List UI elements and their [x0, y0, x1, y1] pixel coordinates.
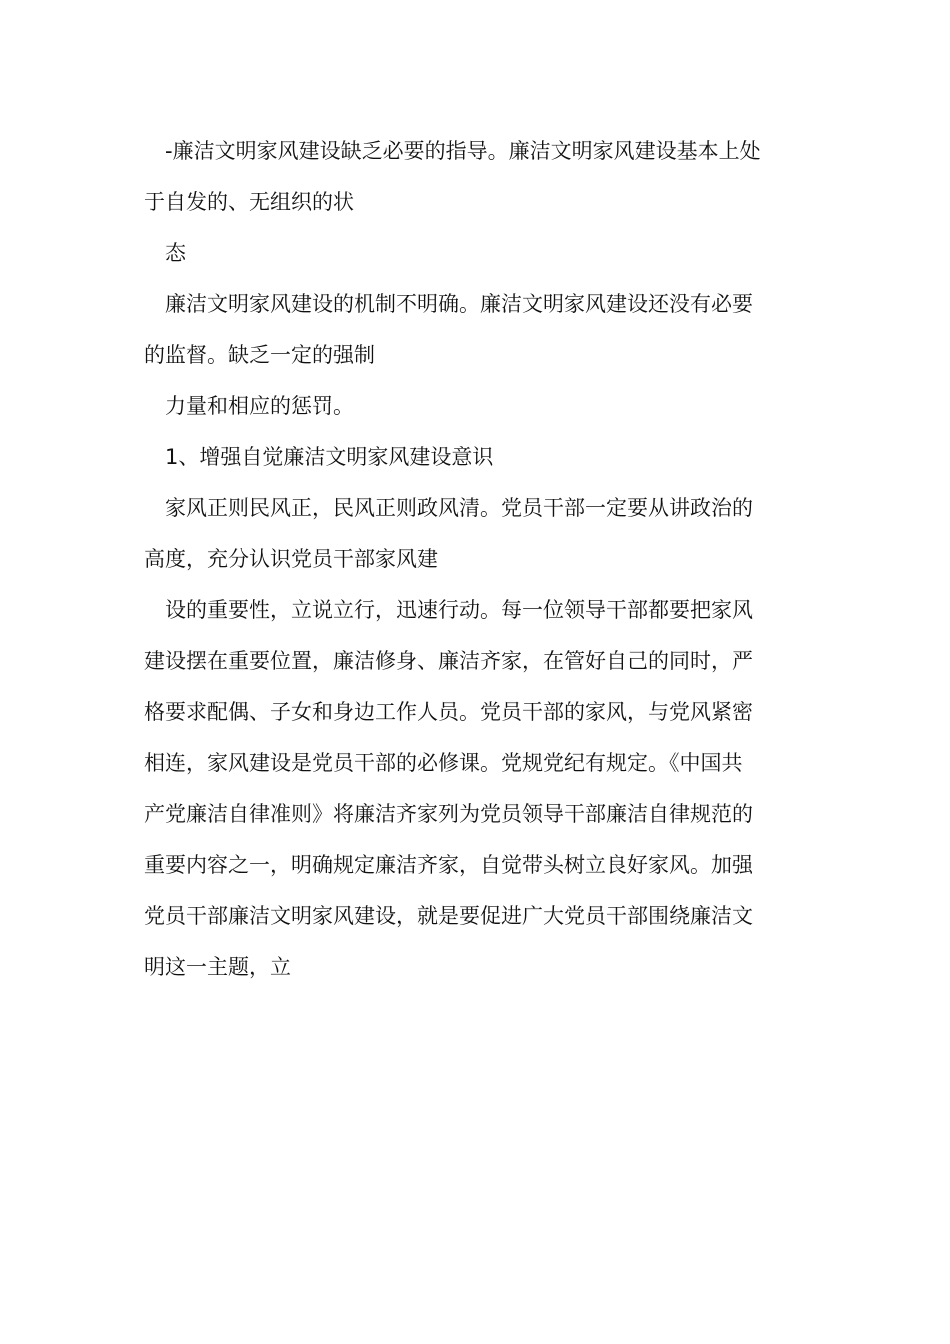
- paragraph-line: 相连，家风建设是党员干部的必修课。党规党纪有规定。《中国共: [144, 751, 743, 775]
- paragraph-line: 重要内容之一，明确规定廉洁齐家，自觉带头树立良好家风。加强: [144, 853, 753, 877]
- paragraph-line: 高度，充分认识党员干部家风建: [144, 547, 438, 571]
- paragraph-line: 产党廉洁自律准则》将廉洁齐家列为党员领导干部廉洁自律规范的: [144, 802, 753, 826]
- paragraph-line: 格要求配偶、子女和身边工作人员。党员干部的家风，与党风紧密: [144, 700, 753, 724]
- paragraph-line: 建设摆在重要位置，廉洁修身、廉洁齐家，在管好自己的同时，严: [144, 649, 753, 673]
- paragraph-line: 设的重要性，立说立行，迅速行动。每一位领导干部都要把家风: [165, 598, 753, 622]
- paragraph-line: 党员干部廉洁文明家风建设，就是要促进广大党员干部围绕廉洁文: [144, 904, 753, 928]
- paragraph-line: 于自发的、无组织的状: [144, 190, 354, 214]
- paragraph-line: 家风正则民风正，民风正则政风清。党员干部一定要从讲政治的: [165, 496, 753, 520]
- paragraph-line: 明这一主题，立: [144, 955, 291, 979]
- paragraph-line: 力量和相应的惩罚。: [165, 394, 354, 418]
- paragraph-line: 态: [165, 241, 186, 265]
- paragraph-line: -廉洁文明家风建设缺乏必要的指导。廉洁文明家风建设基本上处: [165, 139, 761, 163]
- section-heading: 1、增强自觉廉洁文明家风建设意识: [165, 445, 494, 469]
- paragraph-line: 的监督。缺乏一定的强制: [144, 343, 375, 367]
- document-body: [144, 126, 806, 993]
- paragraph-line: 廉洁文明家风建设的机制不明确。廉洁文明家风建设还没有必要: [165, 292, 753, 316]
